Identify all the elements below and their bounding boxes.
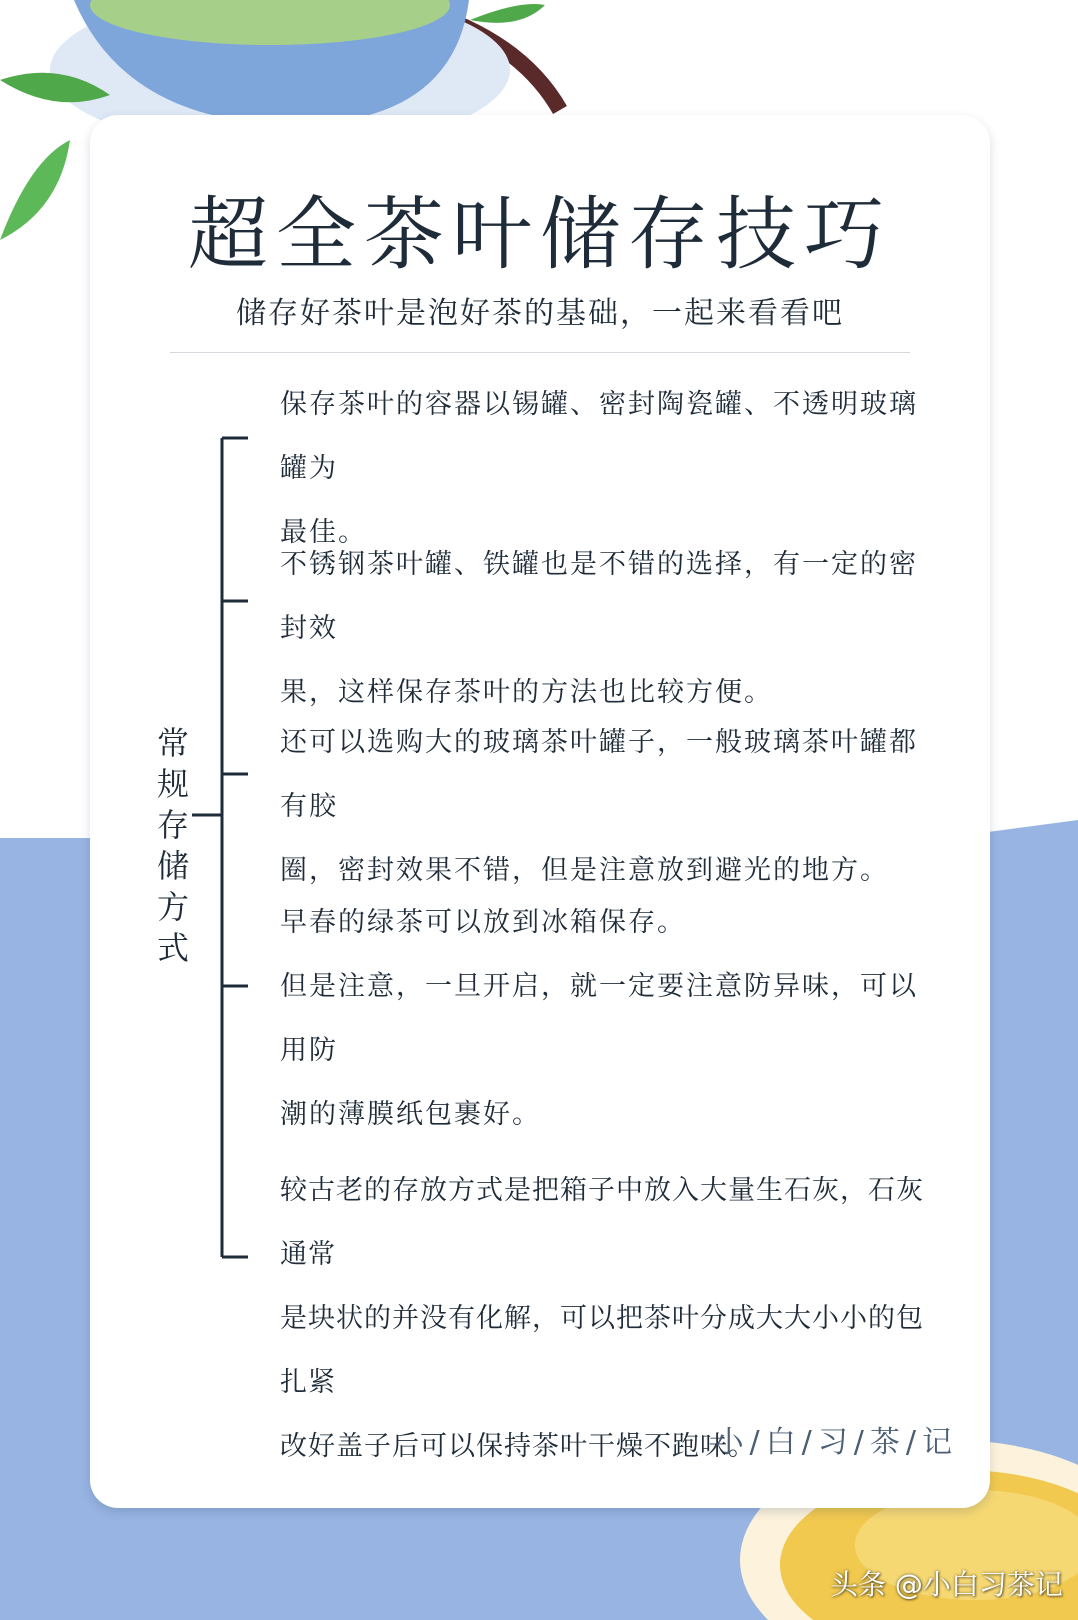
item-line: 较古老的存放方式是把箱子中放入大量生石灰，石灰通常 — [280, 1175, 924, 1270]
item-line: 潮的薄膜纸包裹好。 — [280, 1099, 541, 1130]
item-line: 不锈钢茶叶罐、铁罐也是不错的选择，有一定的密封效 — [280, 549, 918, 644]
section-label: 常规存储方式 — [156, 724, 189, 967]
item-line: 最佳。 — [280, 517, 367, 548]
content-card — [90, 115, 990, 1508]
item-line: 保存茶叶的容器以锡罐、密封陶瓷罐、不透明玻璃罐为 — [280, 389, 918, 484]
author-signature: 小/白/习/茶/记 — [713, 1425, 958, 1460]
item-line: 还可以选购大的玻璃茶叶罐子，一般玻璃茶叶罐都有胶 — [280, 727, 918, 822]
watermark: 头条 @小白习茶记 — [830, 1568, 1063, 1601]
item-line: 早春的绿茶可以放到冰箱保存。 — [280, 907, 686, 938]
item-line: 改好盖子后可以保持茶叶干燥不跑味。 — [280, 1431, 756, 1462]
item-line: 果，这样保存茶叶的方法也比较方便。 — [280, 677, 773, 708]
page-subtitle: 储存好茶叶是泡好茶的基础，一起来看看吧 — [236, 296, 844, 331]
page-title: 超全茶叶储存技巧 — [188, 188, 892, 281]
item-line: 圈，密封效果不错，但是注意放到避光的地方。 — [280, 855, 889, 886]
list-item — [280, 891, 940, 1147]
item-line: 但是注意，一旦开启，就一定要注意防异味，可以用防 — [280, 971, 918, 1066]
list-item — [280, 711, 940, 903]
item-line: 是块状的并没有化解，可以把茶叶分成大大小小的包扎紧 — [280, 1303, 924, 1398]
list-item — [280, 533, 940, 725]
